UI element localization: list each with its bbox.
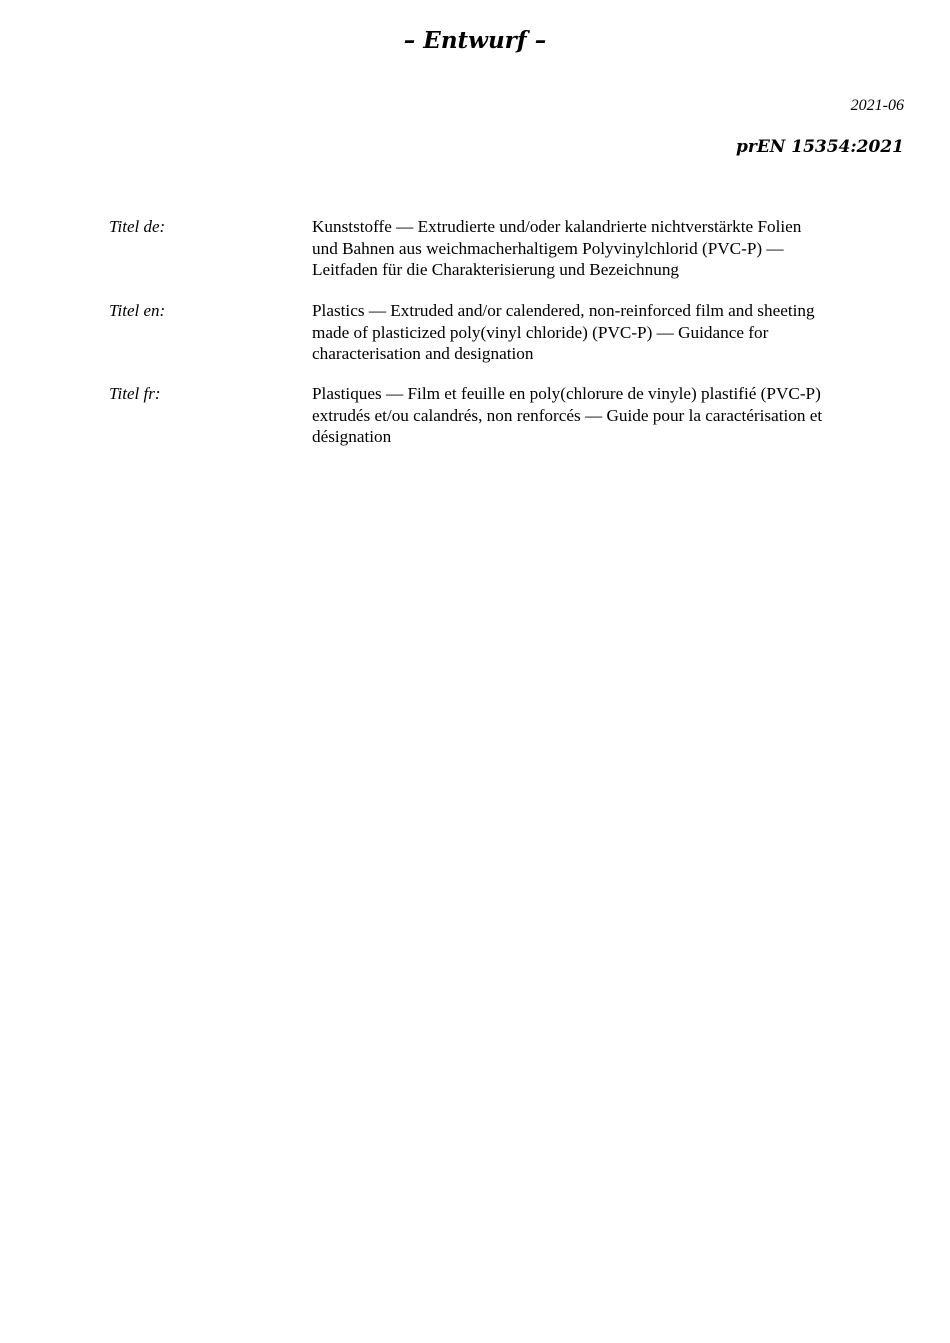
draft-label: – Entwurf – (403, 27, 547, 54)
title-label-de: Titel de: (109, 217, 166, 236)
title-line: désignation (312, 427, 392, 446)
document-reference: prEN 15354:2021 (736, 137, 904, 157)
title-line: made of plasticized poly(vinyl chloride) (PVC-P) — Guidance for (312, 322, 769, 342)
title-text-en (312, 300, 904, 365)
title-label-fr: Titel fr: (109, 384, 161, 403)
title-line: Plastics — Extruded and/or calendered, non-reinforced film and sheeting (312, 301, 815, 320)
title-line: Kunststoffe — Extrudierte und/oder kalandrierte nichtverstärkte Folien (312, 217, 802, 236)
title-line: extrudés et/ou calandrés, non renforcés — Guide pour la caractérisation et (312, 405, 823, 425)
title-line: Leitfaden für die Charakterisierung und Bezeichnung (312, 260, 680, 279)
document-date: 2021-06 (850, 97, 904, 114)
title-text-fr (312, 383, 904, 448)
title-line: Plastiques — Film et feuille en poly(chlorure de vinyle) plastifié (PVC-P) (312, 384, 821, 403)
title-line: characterisation and designation (312, 344, 534, 363)
title-label-en: Titel en: (109, 301, 166, 320)
title-text-de (312, 216, 904, 281)
title-line: und Bahnen aus weichmacherhaltigem Polyvinylchlorid (PVC-P) — (312, 238, 784, 258)
